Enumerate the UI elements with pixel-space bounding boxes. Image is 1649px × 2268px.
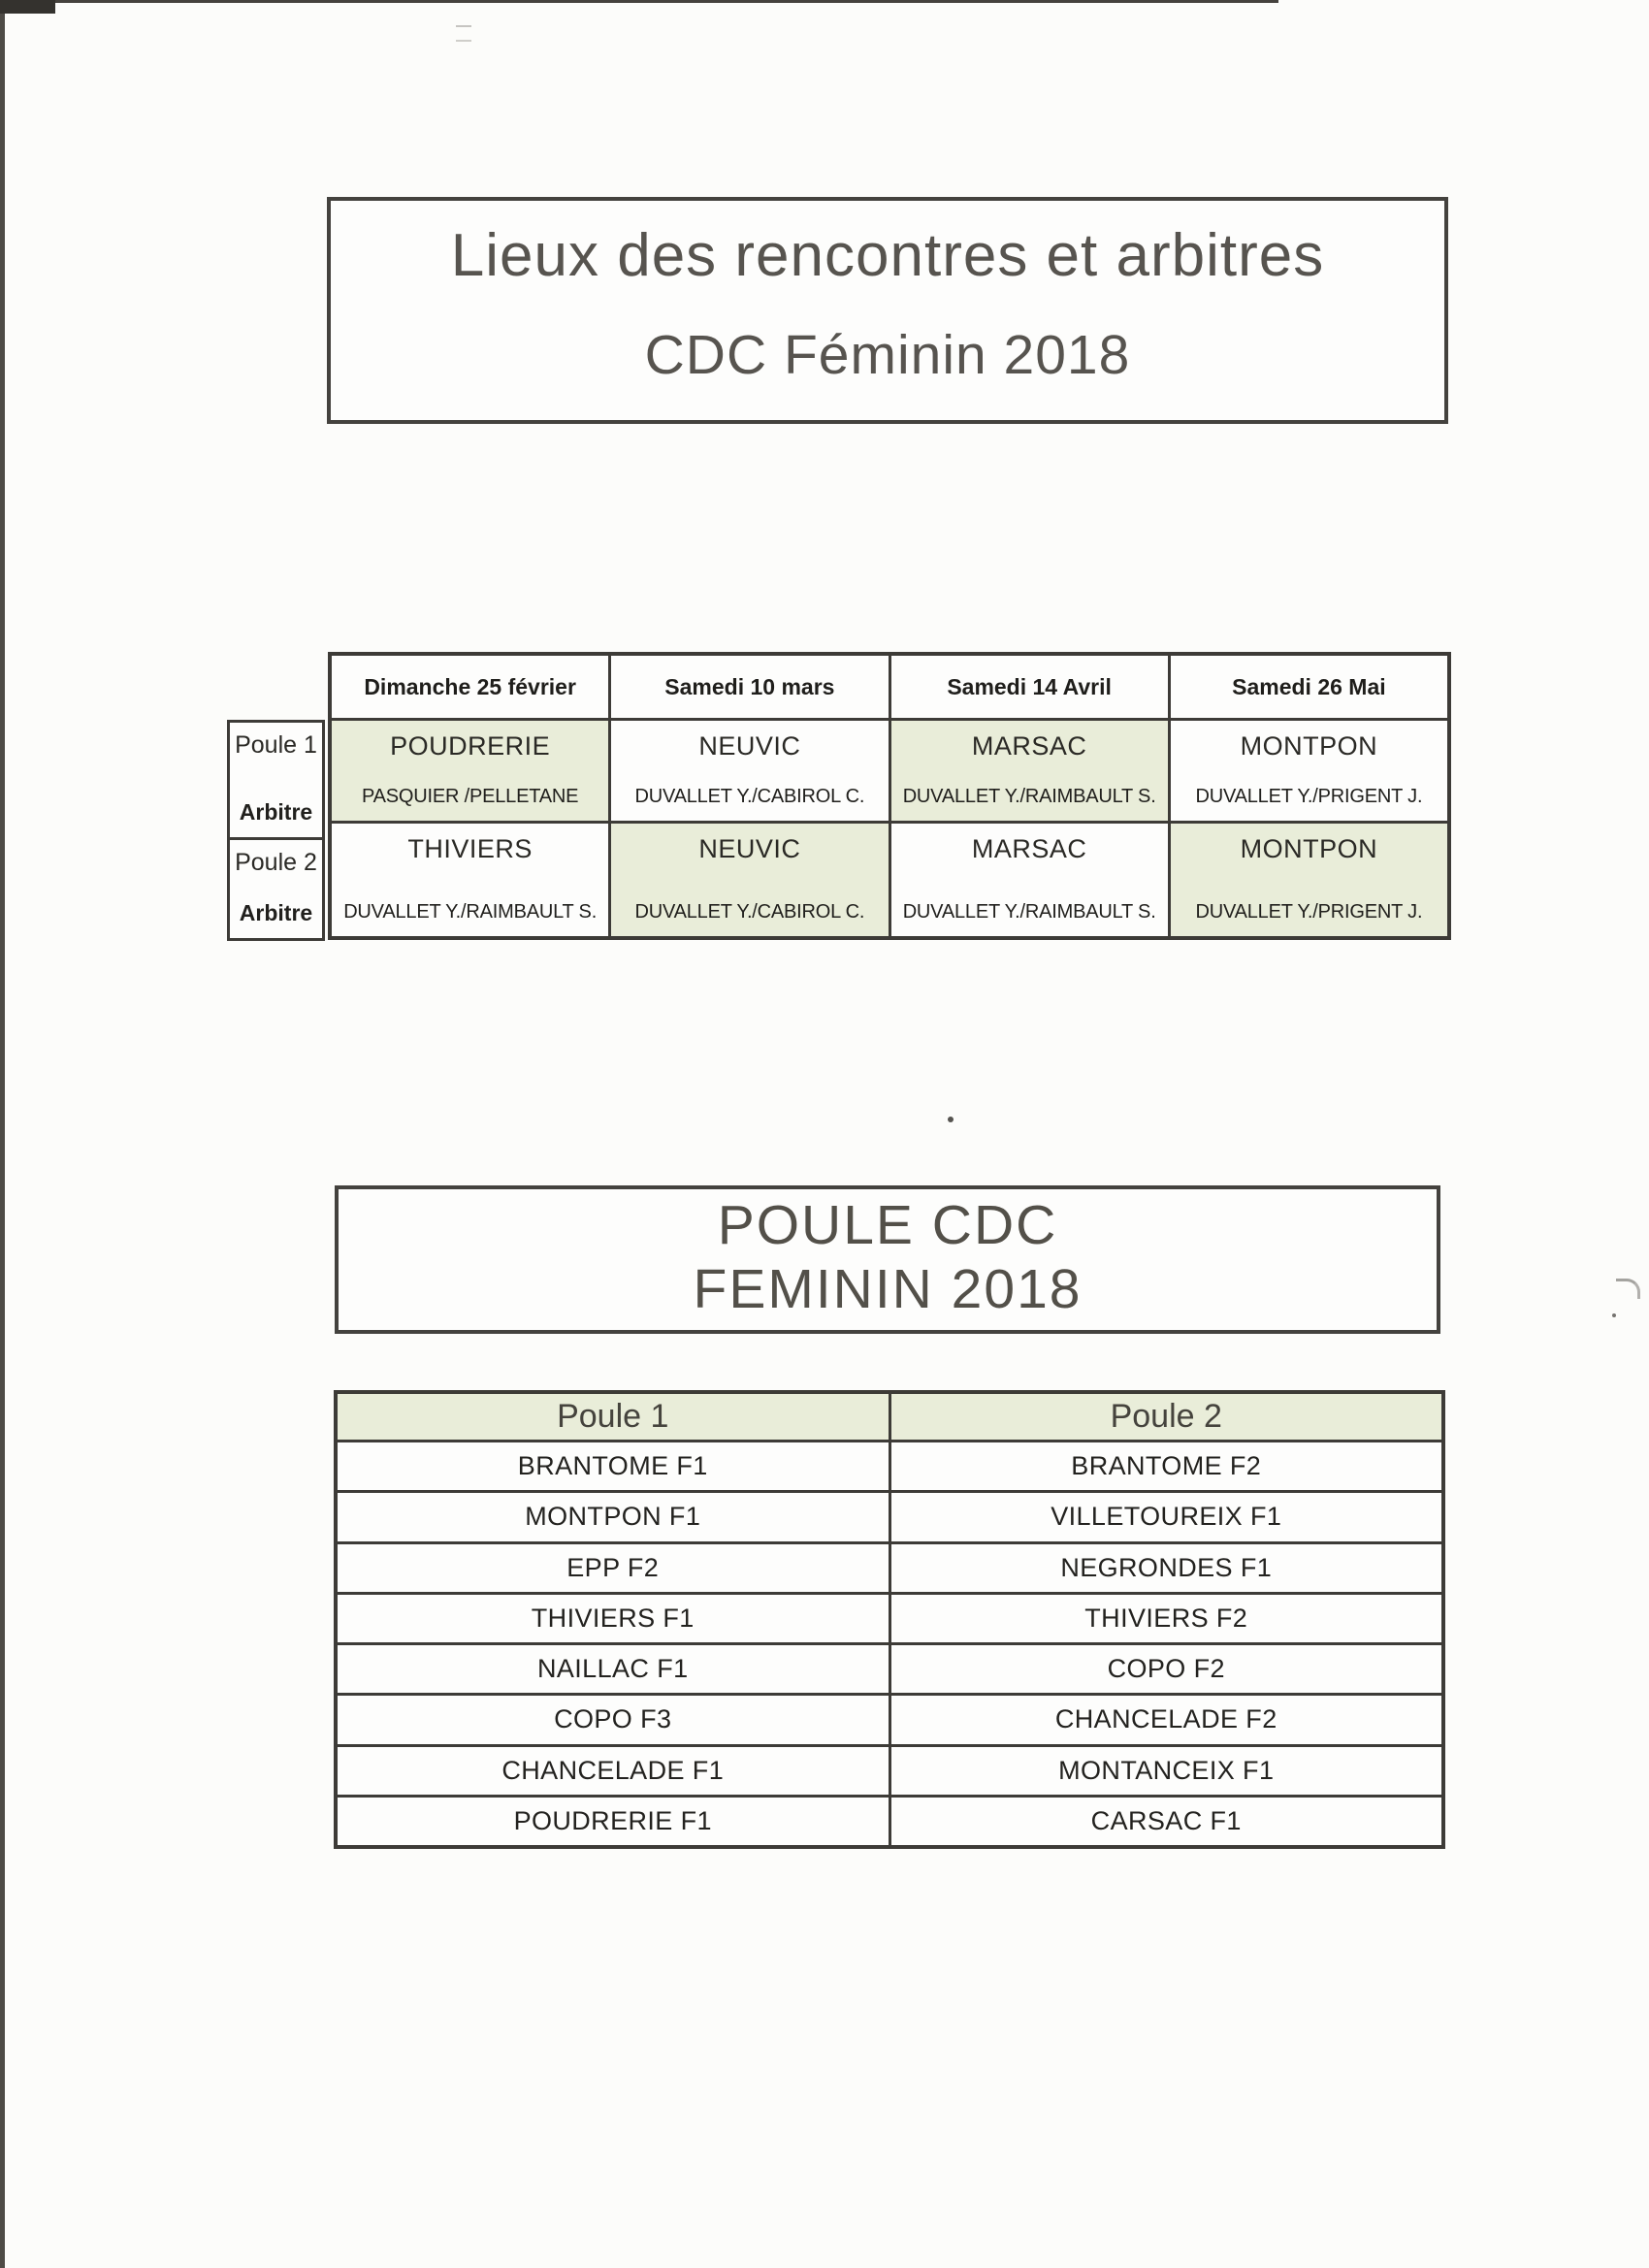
poules-title-line1: POULE CDC	[717, 1194, 1058, 1256]
schedule-cell	[332, 721, 608, 821]
group-label: Poule 1	[235, 731, 317, 759]
poules-title-box	[335, 1185, 1440, 1334]
referee-names: DUVALLET Y./PRIGENT J.	[1195, 786, 1423, 807]
schedule-table	[328, 652, 1451, 940]
document-title-box	[327, 197, 1448, 424]
poule2-column-header: Poule 2	[891, 1394, 1442, 1440]
scan-top-edge-artifact	[0, 0, 1278, 3]
schedule-row-label-poule2	[230, 840, 322, 938]
poule1-column-header: Poule 1	[338, 1394, 889, 1440]
venue-name: MONTPON	[1240, 834, 1378, 863]
venue-name: NEUVIC	[698, 731, 801, 761]
referee-names: DUVALLET Y./CABIROL C.	[634, 786, 865, 807]
schedule-row-label-column	[227, 720, 325, 941]
team-cell: NEGRONDES F1	[891, 1544, 1442, 1592]
schedule-cell	[1171, 721, 1447, 821]
team-cell: EPP F2	[338, 1544, 889, 1592]
team-cell: MONTPON F1	[338, 1493, 889, 1540]
schedule-cell	[611, 721, 888, 821]
poules-title-line2: FEMININ 2018	[693, 1258, 1083, 1320]
scan-squiggle-artifact	[1616, 1279, 1640, 1299]
scan-corner-artifact	[0, 0, 55, 14]
team-cell: CHANCELADE F2	[891, 1696, 1442, 1743]
venue-name: NEUVIC	[698, 834, 801, 863]
schedule-cell	[891, 824, 1168, 936]
referee-names: PASQUIER /PELLETANE	[361, 786, 579, 807]
team-cell: THIVIERS F1	[338, 1595, 889, 1642]
team-cell: CHANCELADE F1	[338, 1747, 889, 1795]
referee-names: DUVALLET Y./RAIMBAULT S.	[902, 786, 1156, 807]
team-cell: POUDRERIE F1	[338, 1798, 889, 1845]
referee-names: DUVALLET Y./PRIGENT J.	[1195, 901, 1423, 923]
referee-names: DUVALLET Y./RAIMBAULT S.	[343, 901, 598, 923]
schedule-cell	[611, 824, 888, 936]
schedule-date-header: Samedi 14 Avril	[891, 656, 1168, 718]
schedule-cell	[891, 721, 1168, 821]
venue-name: MARSAC	[971, 731, 1087, 761]
referee-names: DUVALLET Y./RAIMBAULT S.	[902, 901, 1156, 923]
team-cell: VILLETOUREIX F1	[891, 1493, 1442, 1540]
document-title-line2: CDC Féminin 2018	[644, 324, 1131, 386]
schedule-date-header: Samedi 10 mars	[611, 656, 888, 718]
schedule-date-header: Dimanche 25 février	[332, 656, 608, 718]
schedule-row-label-poule1	[230, 723, 322, 840]
document-title-line1: Lieux des rencontres et arbitres	[450, 222, 1325, 289]
schedule-cell	[332, 824, 608, 936]
scan-smudge-artifact	[456, 25, 471, 42]
group-label: Poule 2	[235, 849, 317, 876]
team-cell: THIVIERS F2	[891, 1595, 1442, 1642]
poules-table	[334, 1390, 1445, 1849]
team-cell: COPO F2	[891, 1645, 1442, 1693]
team-cell: NAILLAC F1	[338, 1645, 889, 1693]
scan-dot-artifact	[948, 1117, 954, 1122]
team-cell: BRANTOME F1	[338, 1442, 889, 1490]
schedule-cell	[1171, 824, 1447, 936]
team-cell: MONTANCEIX F1	[891, 1747, 1442, 1795]
schedule-date-header: Samedi 26 Mai	[1171, 656, 1447, 718]
team-cell: CARSAC F1	[891, 1798, 1442, 1845]
venue-name: MARSAC	[971, 834, 1087, 863]
venue-name: POUDRERIE	[390, 731, 551, 761]
referee-label: Arbitre	[239, 799, 313, 825]
venue-name: MONTPON	[1240, 731, 1378, 761]
team-cell: BRANTOME F2	[891, 1442, 1442, 1490]
referee-names: DUVALLET Y./CABIROL C.	[634, 901, 865, 923]
team-cell: COPO F3	[338, 1696, 889, 1743]
scan-left-edge-artifact	[0, 0, 5, 2268]
venue-name: THIVIERS	[407, 834, 533, 863]
referee-label: Arbitre	[239, 900, 313, 925]
scan-dot-artifact	[1612, 1313, 1616, 1317]
